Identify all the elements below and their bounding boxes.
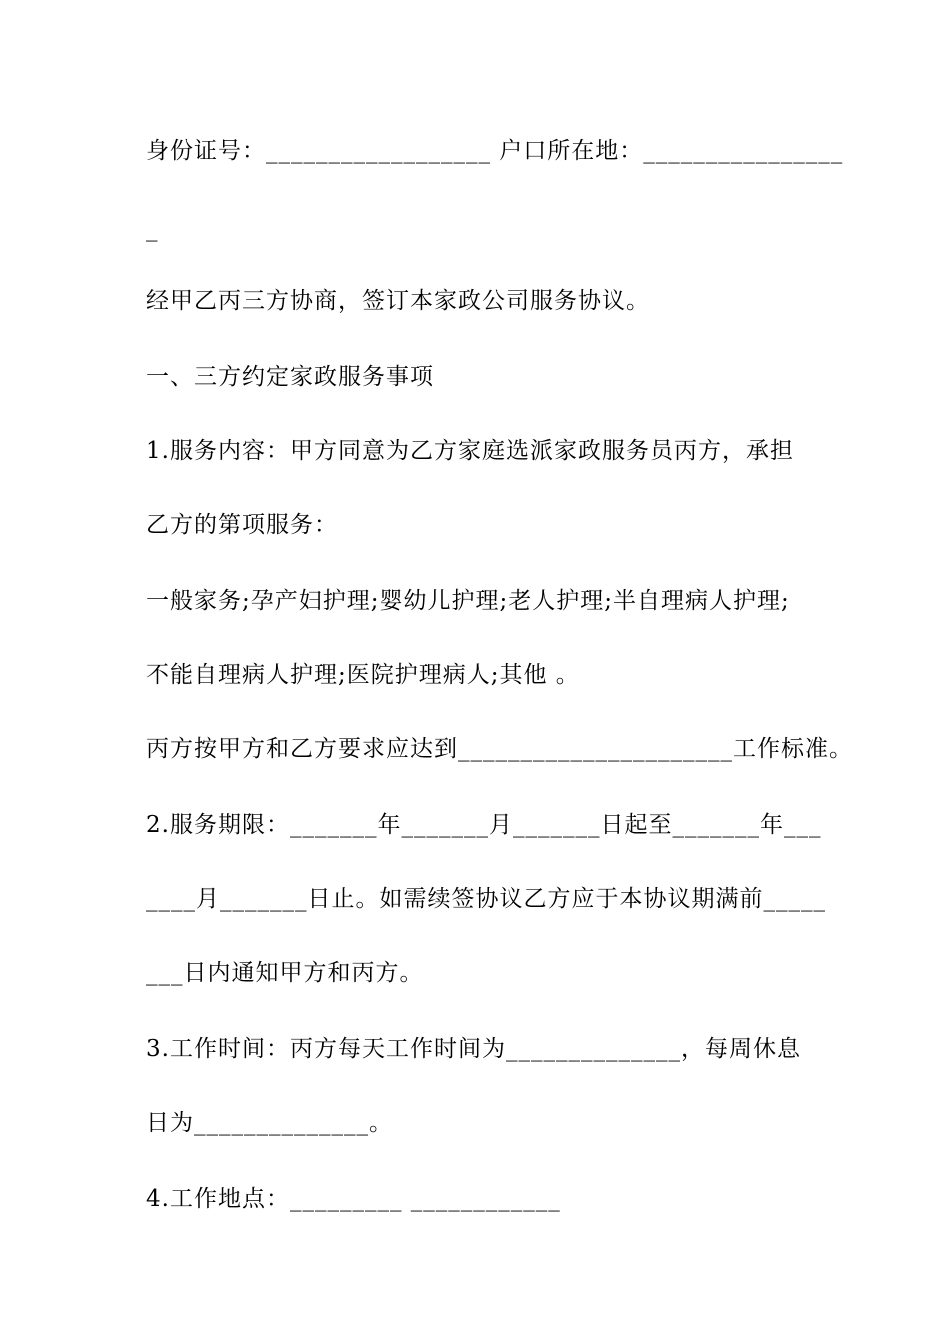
work-standard-line: 丙方按甲方和乙方要求应达到______________________工作标准。 bbox=[146, 736, 853, 762]
id-and-residence-line: 身份证号：__________________ 户口所在地：________________ bbox=[146, 138, 844, 164]
residence-continuation-line: _ bbox=[146, 216, 159, 242]
clause-1-service-content: 1.服务内容：甲方同意为乙方家庭选派家政服务员丙方，承担 bbox=[146, 438, 794, 464]
clause-4-work-location: 4.工作地点：_________ ____________ bbox=[146, 1186, 561, 1212]
service-types-line: 一般家务;孕产妇护理;婴幼儿护理;老人护理;半自理病人护理; bbox=[146, 588, 790, 614]
agreement-intro-paragraph: 经甲乙丙三方协商，签订本家政公司服务协议。 bbox=[146, 288, 650, 314]
clause-3-rest-day: 日为______________。 bbox=[146, 1110, 393, 1136]
clause-2-service-period: 2.服务期限：_______年_______月_______日起至_______年___ bbox=[146, 812, 822, 838]
clause-1-continuation: 乙方的第项服务： bbox=[146, 512, 338, 538]
clause-2-continuation: ____月_______日止。如需续签协议乙方应于本协议期满前_____ bbox=[146, 886, 826, 912]
section-heading-service-items: 一、三方约定家政服务事项 bbox=[146, 364, 434, 390]
service-types-line-2: 不能自理病人护理;医院护理病人;其他 。 bbox=[146, 662, 580, 688]
clause-3-working-hours: 3.工作时间：丙方每天工作时间为______________，每周休息 bbox=[146, 1036, 801, 1062]
clause-2-notice-line: ___日内通知甲方和丙方。 bbox=[146, 960, 424, 986]
